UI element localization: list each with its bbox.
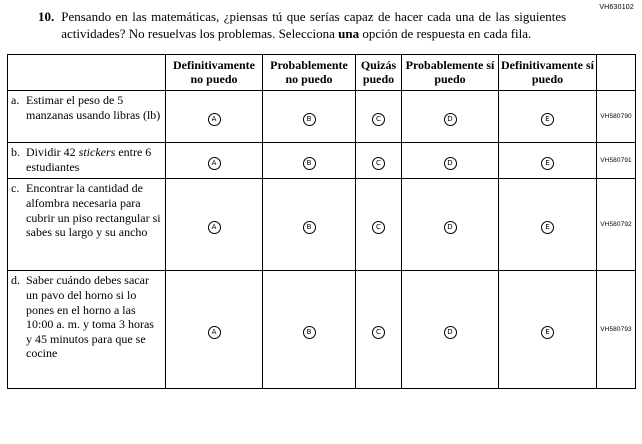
row-letter: c.: [11, 181, 20, 196]
answer-bubble[interactable]: B: [303, 113, 316, 126]
form-code: VH630102: [599, 4, 634, 11]
option-cell: [402, 143, 499, 179]
option-cell: [263, 271, 356, 389]
activity-text: [26, 181, 162, 240]
activity-text: [26, 93, 162, 122]
answer-bubble[interactable]: A: [208, 221, 221, 234]
table-row-a: [8, 91, 636, 143]
option-cell: [499, 91, 597, 143]
activity-text-post: entre 6 estudiantes: [26, 145, 152, 174]
activity-text: [26, 273, 162, 361]
activity-text-pre: Saber cuándo debes sacar un pavo del horno si lo pones en el horno a las 10:00 a. m. y toma 3 horas y 45 minutos para que se cocine: [26, 273, 154, 361]
answer-bubble[interactable]: E: [541, 157, 554, 170]
option-cell: [356, 179, 402, 271]
answer-bubble[interactable]: B: [303, 326, 316, 339]
option-cell: [166, 143, 263, 179]
answer-bubble[interactable]: E: [541, 113, 554, 126]
option-cell: [402, 91, 499, 143]
answer-bubble[interactable]: E: [541, 326, 554, 339]
answer-bubble[interactable]: A: [208, 113, 221, 126]
option-cell: [356, 91, 402, 143]
question-number: 10.: [38, 9, 55, 24]
activity-cell: [8, 271, 166, 389]
option-cell: [263, 143, 356, 179]
question-block: [0, 0, 642, 42]
row-code: VH580790: [597, 91, 636, 143]
answer-bubble[interactable]: B: [303, 221, 316, 234]
table-row-b: [8, 143, 636, 179]
answer-bubble[interactable]: A: [208, 326, 221, 339]
answer-bubble[interactable]: A: [208, 157, 221, 170]
activity-text-pre: Dividir 42: [26, 145, 79, 160]
header-quizas-puedo: Quizás puedo: [356, 55, 402, 91]
question-text-pre: Pensando en las matemáticas, ¿piensas tú que serías capaz de hacer cada una de las siguientes actividades? No resuelvas los problemas. Selecciona: [61, 9, 567, 41]
header-probablemente-no-puedo: Probablemente no puedo: [263, 55, 356, 91]
table-row-d: [8, 271, 636, 389]
question-text: [61, 9, 566, 42]
option-cell: [402, 271, 499, 389]
blank-header-cell: [8, 55, 166, 91]
answer-bubble[interactable]: D: [444, 221, 457, 234]
activity-cell: [8, 179, 166, 271]
table-row-c: [8, 179, 636, 271]
answer-bubble[interactable]: D: [444, 326, 457, 339]
option-cell: [499, 271, 597, 389]
header-probablemente-si-puedo: Probablemente sí puedo: [402, 55, 499, 91]
response-table: [7, 54, 636, 389]
option-cell: [263, 91, 356, 143]
option-cell: [356, 143, 402, 179]
activity-text-pre: Encontrar la cantidad de alfombra necesaria para cubrir un piso rectangular si sabes su largo y su ancho: [26, 181, 161, 240]
option-cell: [499, 179, 597, 271]
option-cell: [263, 179, 356, 271]
header-definitivamente-si-puedo: Definitivamente sí puedo: [499, 55, 597, 91]
question-text-post: opción de respuesta en cada fila.: [359, 25, 532, 41]
activity-text-pre: Estimar el peso de 5 manzanas usando libras (lb): [26, 93, 161, 122]
answer-bubble[interactable]: C: [372, 157, 385, 170]
row-letter: a.: [11, 93, 20, 108]
row-code: VH580793: [597, 271, 636, 389]
row-letter: d.: [11, 273, 20, 288]
answer-bubble[interactable]: E: [541, 221, 554, 234]
option-cell: [402, 179, 499, 271]
question-text-bold: una: [338, 25, 360, 41]
answer-bubble[interactable]: D: [444, 157, 457, 170]
answer-bubble[interactable]: B: [303, 157, 316, 170]
code-column-header: [597, 55, 636, 91]
activity-text-italic: stickers: [78, 145, 116, 160]
header-definitivamente-no-puedo: Definitivamente no puedo: [166, 55, 263, 91]
option-cell: [499, 143, 597, 179]
activity-text: [26, 145, 162, 174]
answer-bubble[interactable]: C: [372, 326, 385, 339]
answer-bubble[interactable]: D: [444, 113, 457, 126]
activity-cell: [8, 91, 166, 143]
row-letter: b.: [11, 145, 20, 160]
table-header-row: [8, 55, 636, 91]
answer-bubble[interactable]: C: [372, 221, 385, 234]
option-cell: [166, 271, 263, 389]
row-code: VH580791: [597, 143, 636, 179]
option-cell: [166, 91, 263, 143]
activity-cell: [8, 143, 166, 179]
option-cell: [166, 179, 263, 271]
answer-bubble[interactable]: C: [372, 113, 385, 126]
option-cell: [356, 271, 402, 389]
row-code: VH580792: [597, 179, 636, 271]
